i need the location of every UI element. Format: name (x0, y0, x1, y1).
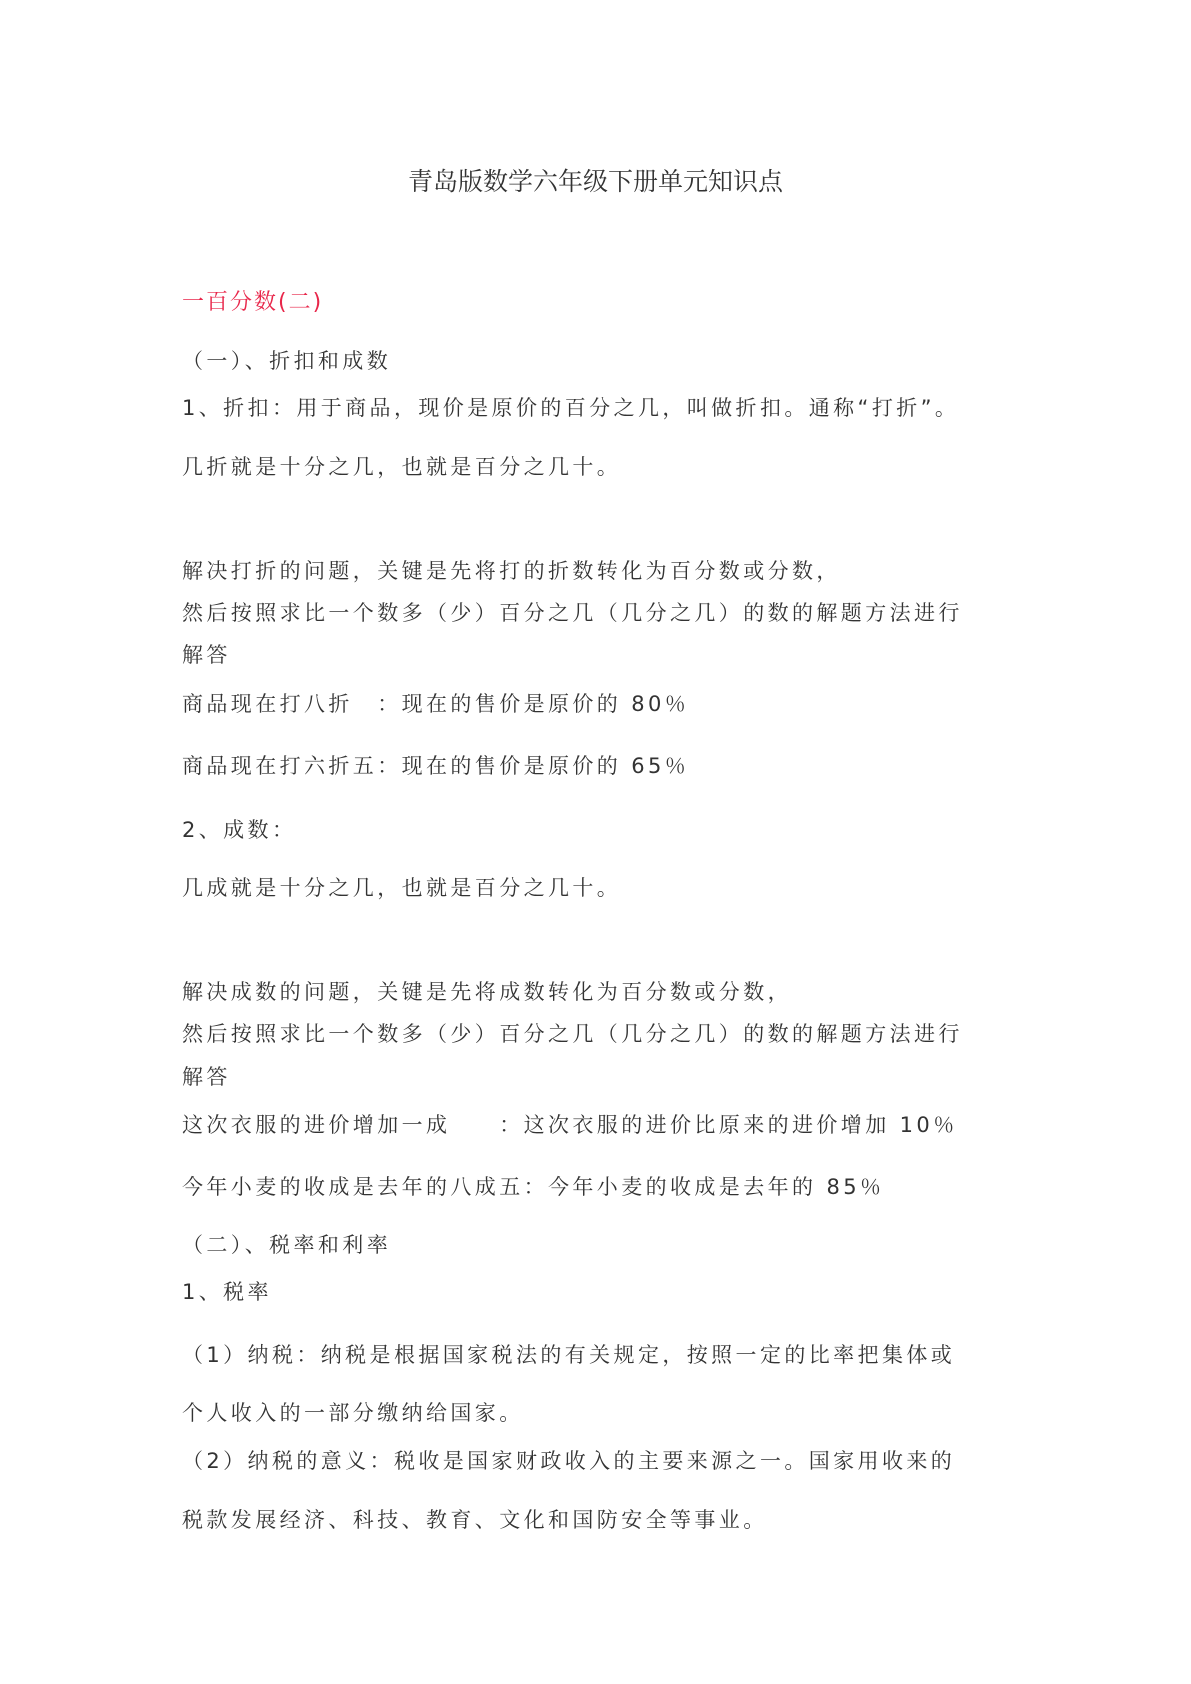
example-line: 今年小麦的收成是去年的八成五：今年小麦的收成是去年的 85％ (182, 1175, 885, 1199)
paragraph-line: （1）纳税：纳税是根据国家税法的有关规定，按照一定的比率把集体或 (182, 1343, 956, 1367)
section-heading: （二）、税率和利率 (182, 1233, 392, 1257)
paragraph-line: 税款发展经济、科技、教育、文化和国防安全等事业。 (182, 1508, 768, 1532)
subsection-heading: 2、成数： (182, 818, 297, 842)
chapter-heading: 一百分数(二) (182, 290, 324, 315)
paragraph-line: 解决打折的问题，关键是先将打的折数转化为百分数或分数， (182, 559, 841, 583)
paragraph-line: 然后按照求比一个数多（少）百分之几（几分之几）的数的解题方法进行 (182, 601, 963, 625)
section-heading: （一）、折扣和成数 (182, 349, 392, 373)
paragraph-line: 个人收入的一部分缴纳给国家。 (182, 1401, 524, 1425)
paragraph-line: 解答 (182, 643, 231, 667)
paragraph-line: （2）纳税的意义：税收是国家财政收入的主要来源之一。国家用收来的 (182, 1449, 956, 1473)
example-line: 这次衣服的进价增加一成 ：这次衣服的进价比原来的进价增加 10％ (182, 1113, 958, 1137)
paragraph-line: 几成就是十分之几，也就是百分之几十。 (182, 876, 622, 900)
paragraph-line: 然后按照求比一个数多（少）百分之几（几分之几）的数的解题方法进行 (182, 1022, 963, 1046)
subsection-heading: 1、税率 (182, 1280, 272, 1304)
paragraph-line: 几折就是十分之几，也就是百分之几十。 (182, 455, 622, 479)
document-title: 青岛版数学六年级下册单元知识点 (407, 167, 783, 196)
paragraph-line: 解决成数的问题，关键是先将成数转化为百分数或分数， (182, 980, 792, 1004)
example-line: 商品现在打六折五：现在的售价是原价的 65％ (182, 754, 690, 778)
paragraph-line: 解答 (182, 1065, 231, 1089)
paragraph-line: 1、折扣：用于商品，现价是原价的百分之几，叫做折扣。通称“打折”。 (182, 396, 960, 420)
example-line: 商品现在打八折 ：现在的售价是原价的 80％ (182, 692, 690, 716)
